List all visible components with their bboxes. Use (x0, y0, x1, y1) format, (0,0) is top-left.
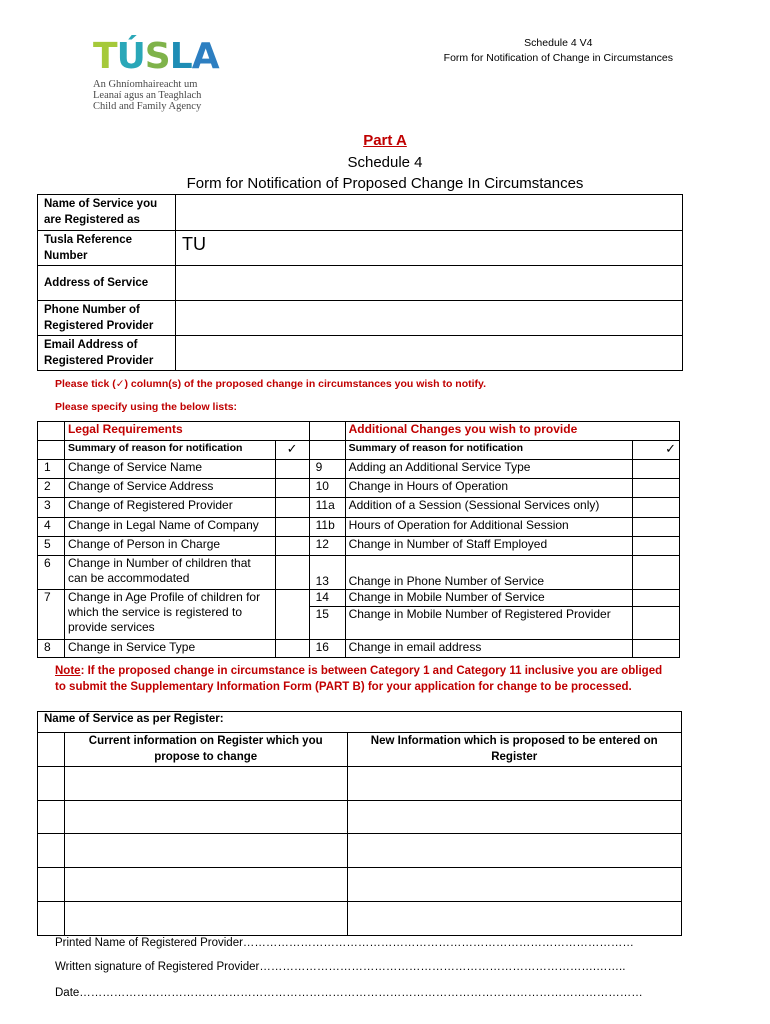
tusla-reference-field[interactable]: TU (176, 231, 683, 266)
info-row (38, 336, 683, 371)
service-name-field[interactable] (176, 195, 683, 231)
document-header (444, 36, 673, 66)
service-address-field[interactable] (176, 266, 683, 301)
info-label: Name of Service you are Registered as (38, 195, 176, 231)
tick-box[interactable] (633, 498, 680, 518)
info-label: Tusla Reference Number (38, 231, 176, 266)
form-titles (0, 130, 770, 194)
current-info-header: Current information on Register which you propose to change (64, 733, 347, 767)
tick-box[interactable] (275, 518, 309, 537)
tick-box[interactable] (633, 479, 680, 498)
tick-box[interactable] (275, 556, 309, 590)
current-info-cell[interactable] (64, 767, 347, 801)
tick-box[interactable] (633, 518, 680, 537)
info-label: Address of Service (38, 266, 176, 301)
legal-requirements-header: Legal Requirements (64, 422, 309, 441)
table-row: 1 Change of Service Name 9 Adding an Additional Service Type (38, 460, 680, 479)
tick-box[interactable] (275, 537, 309, 556)
written-signature-line[interactable]: Written signature of Registered Provider…………………………………………………………………………….…….. (55, 961, 626, 973)
info-label: Email Address of Registered Provider (38, 336, 176, 371)
table-row (38, 767, 682, 801)
part-title: Part A (363, 132, 407, 149)
tick-box[interactable] (633, 607, 680, 640)
new-info-cell[interactable] (347, 902, 682, 936)
summary-label: Summary of reason for notification (64, 441, 275, 460)
current-info-cell[interactable] (64, 834, 347, 868)
schedule-version: Schedule 4 V4 (524, 37, 593, 49)
info-row (38, 195, 683, 231)
tick-box[interactable] (633, 590, 680, 607)
printed-name-line[interactable]: Printed Name of Registered Provider………………………………………………………………………………………… (55, 937, 634, 949)
info-row (38, 301, 683, 336)
tick-box[interactable] (633, 537, 680, 556)
date-line[interactable]: Date………………………………………………………………………………………………………………………………… (55, 987, 643, 999)
table-row (38, 868, 682, 902)
table-row: 2 Change of Service Address 10 Change in Hours of Operation (38, 479, 680, 498)
tick-box[interactable] (633, 460, 680, 479)
header-form-name: Form for Notification of Change in Circumstances (443, 52, 673, 64)
table-row: 5 Change of Person in Charge 12 Change in Number of Staff Employed (38, 537, 680, 556)
check-icon: ✓ (275, 441, 309, 460)
table-row: 7 Change in Age Profile of children for which the service is registered to provide services 14 Change in Mobile Number of Service (38, 590, 680, 607)
form-title: Form for Notification of Proposed Change In Circumstances (186, 175, 584, 192)
register-title: Name of Service as per Register: (38, 712, 682, 733)
category-note: Note: If the proposed change in circumstance is between Category 1 and Category 11 inclusive you are obliged to submit the Supplementary Information Form (PART B) for your application for change to be processed. (55, 665, 663, 693)
tusla-logo (93, 38, 233, 112)
schedule-title: Schedule 4 (347, 154, 423, 171)
current-info-cell[interactable] (64, 801, 347, 834)
table-row: 6 Change in Number of children that can be accommodated 13 Change in Phone Number of Service (38, 556, 680, 590)
table-row (38, 902, 682, 936)
service-info-table (37, 194, 683, 371)
email-address-field[interactable] (176, 336, 683, 371)
tick-instruction: Please tick (✓) column(s) of the proposed change in circumstances you wish to notify. (55, 378, 487, 390)
current-info-cell[interactable] (64, 868, 347, 902)
tick-box[interactable] (275, 498, 309, 518)
phone-number-field[interactable] (176, 301, 683, 336)
info-label: Phone Number of Registered Provider (38, 301, 176, 336)
changes-table (37, 421, 680, 658)
tick-box[interactable] (275, 460, 309, 479)
tick-box[interactable] (633, 640, 680, 658)
new-info-cell[interactable] (347, 868, 682, 902)
info-row (38, 266, 683, 301)
table-row: 3 Change of Registered Provider 11a Addition of a Session (Sessional Services only) (38, 498, 680, 518)
table-row (38, 834, 682, 868)
tick-box[interactable] (275, 640, 309, 658)
summary-label: Summary of reason for notification (345, 441, 632, 460)
tick-box[interactable] (633, 556, 680, 590)
check-icon: ✓ (633, 441, 680, 460)
new-info-header: New Information which is proposed to be entered on Register (347, 733, 682, 767)
new-info-cell[interactable] (347, 801, 682, 834)
current-info-cell[interactable] (64, 902, 347, 936)
new-info-cell[interactable] (347, 767, 682, 801)
tick-box[interactable] (275, 590, 309, 640)
register-changes-table (37, 711, 682, 936)
tick-box[interactable] (275, 479, 309, 498)
additional-changes-header: Additional Changes you wish to provide (345, 422, 679, 441)
table-row: 4 Change in Legal Name of Company 11b Hours of Operation for Additional Session (38, 518, 680, 537)
logo-wordmark: TÚSLA (93, 36, 219, 77)
info-row (38, 231, 683, 266)
new-info-cell[interactable] (347, 834, 682, 868)
table-row: 8 Change in Service Type 16 Change in email address (38, 640, 680, 658)
table-row (38, 801, 682, 834)
table-row: 15 Change in Mobile Number of Registered Provider (38, 607, 680, 640)
specify-instruction: Please specify using the below lists: (55, 401, 238, 413)
logo-subtitle: An Ghníomhaireacht um Leanaí agus an Teaghlach Child and Family Agency (93, 79, 202, 112)
